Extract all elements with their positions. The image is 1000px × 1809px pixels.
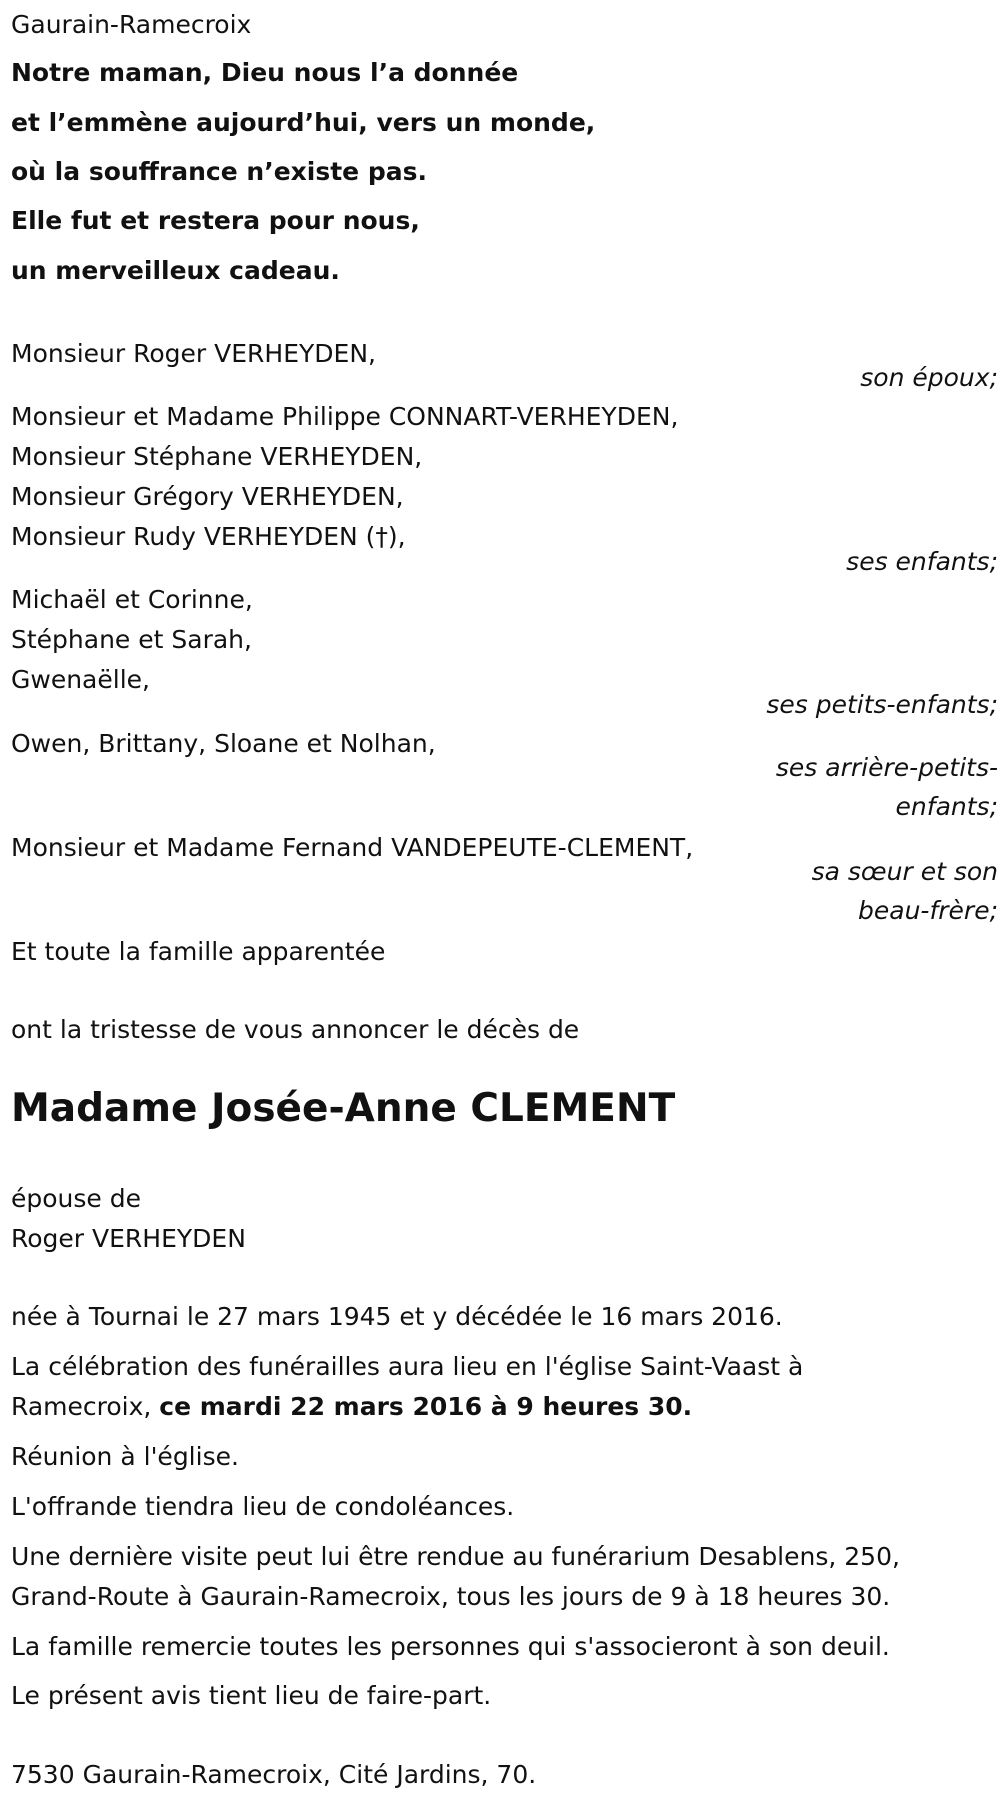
grandchild-name: Michaël et Corinne, [11,585,253,614]
sister-relation: sa sœur et son [811,857,998,886]
visit-text: Une dernière visite peut lui être rendue au funérarium Desablens, 250, [11,1542,900,1571]
spouse-relation: son époux; [860,363,998,392]
spouse-of-label: épouse de [11,1184,141,1213]
child-name: Monsieur Stéphane VERHEYDEN, [11,442,423,471]
great-grandchild-name: Owen, Brittany, Sloane et Nolhan, [11,729,436,758]
notice-text: Le présent avis tient lieu de faire-part. [11,1681,492,1710]
celebration-date: ce mardi 22 mars 2016 à 9 heures 30. [159,1392,693,1421]
grandchild-name: Stéphane et Sarah, [11,625,252,654]
poem-line: et l’emmène aujourd’hui, vers un monde, [11,108,596,137]
grandchild-name: Gwenaëlle, [11,665,150,694]
poem-line: Elle fut et restera pour nous, [11,206,420,235]
location-header: Gaurain-Ramecroix [11,10,252,39]
child-name: Monsieur et Madame Philippe CONNART-VERHEYDEN, [11,402,679,431]
thanks-text: La famille remercie toutes les personnes qui s'associeront à son deuil. [11,1632,890,1661]
birth-death-text: née à Tournai le 27 mars 1945 et y décédée le 16 mars 2016. [11,1302,783,1331]
deceased-name: Madame Josée-Anne CLEMENT [11,1086,676,1131]
children-relation: ses enfants; [846,547,998,576]
celebration-text: La célébration des funérailles aura lieu en l'église Saint-Vaast à [11,1352,804,1381]
spouse-of-name: Roger VERHEYDEN [11,1224,246,1253]
great-grandchildren-relation: ses arrière-petits- [775,753,998,782]
obituary-notice [11,0,998,1809]
sister-name: Monsieur et Madame Fernand VANDEPEUTE-CLEMENT, [11,833,694,862]
offering-text: L'offrande tiendra lieu de condoléances. [11,1492,515,1521]
poem-line: Notre maman, Dieu nous l’a donnée [11,58,519,87]
announcement-text: ont la tristesse de vous annoncer le décès de [11,1015,580,1044]
sister-relation: beau-frère; [858,896,998,925]
celebration-text [11,1390,692,1424]
extended-family: Et toute la famille apparentée [11,937,386,966]
great-grandchildren-relation: enfants; [895,792,998,821]
grandchildren-relation: ses petits-enfants; [766,690,998,719]
reunion-text: Réunion à l'église. [11,1442,239,1471]
celebration-place: Ramecroix, [11,1392,160,1421]
child-name: Monsieur Rudy VERHEYDEN (†), [11,522,406,551]
address-text: 7530 Gaurain-Ramecroix, Cité Jardins, 70. [11,1760,537,1789]
visit-text: Grand-Route à Gaurain-Ramecroix, tous les jours de 9 à 18 heures 30. [11,1582,891,1611]
poem-line: où la souffrance n’existe pas. [11,157,427,186]
child-name: Monsieur Grégory VERHEYDEN, [11,482,404,511]
poem-line: un merveilleux cadeau. [11,256,340,285]
spouse-name: Monsieur Roger VERHEYDEN, [11,339,376,368]
